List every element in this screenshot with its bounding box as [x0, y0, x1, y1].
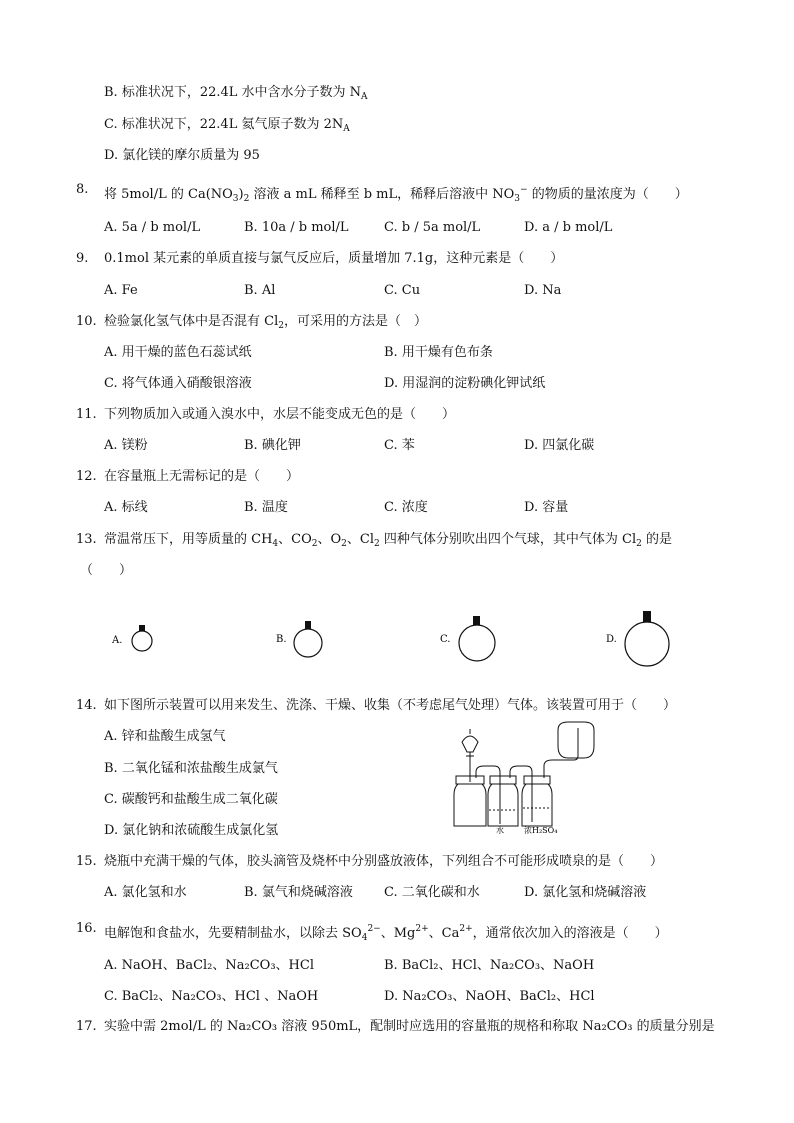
q16-option-a: A. NaOH、BaCl₂、Na₂CO₃、HCl	[104, 958, 314, 973]
q11-option-a: A. 镁粉	[104, 438, 148, 453]
q12-option-b: B. 温度	[244, 500, 288, 515]
q15-number: 15.	[76, 854, 97, 869]
q9-stem: 0.1mol 某元素的单质直接与氯气反应后，质量增加 7.1g，这种元素是（ ）	[104, 251, 564, 266]
q9-option-a: A. Fe	[104, 283, 138, 298]
q16-option-b: B. BaCl₂、HCl、Na₂CO₃、NaOH	[384, 958, 595, 973]
q10-stem: 检验氯化氢气体中是否混有 $Cl_2$，可采用的方法是（ ）	[104, 314, 427, 331]
q11-stem: 下列物质加入或通入溴水中，水层不能变成无色的是（ ）	[104, 407, 456, 422]
q13-number: 13.	[76, 532, 97, 547]
q8-option-c: C. b / 5a mol/L	[384, 220, 481, 235]
q12-option-d: D. 容量	[524, 500, 569, 515]
q13-balloons-figure	[0, 600, 794, 680]
q11-option-b: B. 碘化钾	[244, 438, 301, 453]
q14-number: 14.	[76, 698, 97, 713]
q16-stem: 电解饱和食盐水，先要精制盐水，以除去 $SO_4^{2-}$、$Mg^{2+}$、$Ca^{2+}$，通常依次加入的溶液是（ ）	[104, 924, 668, 943]
q7-option-c: C. 标准状况下，22.4L 氦气原子数为 $2N_A$	[104, 117, 350, 134]
q12-option-c: C. 浓度	[384, 500, 428, 515]
q8-number: 8.	[76, 182, 89, 197]
q16-option-d: D. Na₂CO₃、NaOH、BaCl₂、HCl	[384, 989, 595, 1004]
q14-option-c: C. 碳酸钙和盐酸生成二氧化碳	[104, 792, 278, 807]
q13-stem: 常温常压下，用等质量的 $CH_4$、$CO_2$、$O_2$、$Cl_2$ 四种气体分别吹出四个气球，其中气体为 $Cl_2$ 的是	[104, 532, 672, 549]
q11-number: 11.	[76, 407, 97, 422]
q11-option-d: D. 四氯化碳	[524, 438, 595, 453]
q15-option-b: B. 氯气和烧碱溶液	[244, 885, 353, 900]
q8-stem: 将 5mol/L 的 $Ca(NO_3)_2$ 溶液 a mL 稀释至 b mL，稀释后溶液中 $NO_3^-$ 的物质的量浓度为（ ）	[104, 185, 688, 204]
q12-number: 12.	[76, 469, 97, 484]
q9-option-c: C. Cu	[384, 283, 421, 298]
q9-option-d: D. Na	[524, 283, 562, 298]
q15-option-c: C. 二氧化碳和水	[384, 885, 480, 900]
q7-option-d: D. 氯化镁的摩尔质量为 95	[104, 148, 260, 163]
q8-option-a: A. 5a / b mol/L	[104, 220, 201, 235]
q15-stem: 烧瓶中充满干燥的气体，胶头滴管及烧杯中分别盛放液体，下列组合不可能形成喷泉的是（ ）	[104, 854, 664, 869]
q8-option-b: B. 10a / b mol/L	[244, 220, 349, 235]
q11-option-c: C. 苯	[384, 438, 415, 453]
q10-option-c: C. 将气体通入硝酸银溶液	[104, 376, 252, 391]
q16-number: 16.	[76, 921, 97, 936]
q12-stem: 在容量瓶上无需标记的是（ ）	[104, 469, 300, 484]
water-label: 水	[496, 826, 504, 835]
q14-option-b: B. 二氧化锰和浓盐酸生成氯气	[104, 761, 278, 776]
q14-stem: 如下图所示装置可以用来发生、洗涤、干燥、收集（不考虑尾气处理）气体。该装置可用于（ ）	[104, 698, 677, 713]
balloon-d	[606, 611, 669, 666]
balloon-d-label: D.	[606, 634, 617, 645]
q13-stem-line2: （ ）	[80, 563, 133, 578]
q17-number: 17.	[76, 1019, 97, 1034]
q16-option-c: C. BaCl₂、Na₂CO₃、HCl 、NaOH	[104, 989, 319, 1004]
q17-stem: 实验中需 2mol/L 的 Na₂CO₃ 溶液 950mL，配制时应选用的容量瓶的规格和称取 Na₂CO₃ 的质量分别是	[104, 1019, 715, 1034]
balloon-b	[276, 621, 322, 657]
balloon-c-label: C.	[440, 634, 451, 645]
q10-number: 10.	[76, 314, 97, 329]
q15-option-d: D. 氯化氢和烧碱溶液	[524, 885, 647, 900]
balloon-a-label: A.	[112, 635, 123, 646]
q12-option-a: A. 标线	[104, 500, 148, 515]
balloon-a	[111, 625, 152, 651]
q14-apparatus-figure	[440, 720, 600, 838]
balloon-c	[440, 616, 495, 661]
q15-option-a: A. 氯化氢和水	[104, 885, 187, 900]
q14-option-d: D. 氯化钠和浓硫酸生成氯化氢	[104, 823, 279, 838]
q10-option-d: D. 用湿润的淀粉碘化钾试纸	[384, 376, 546, 391]
q10-option-a: A. 用干燥的蓝色石蕊试纸	[104, 345, 252, 360]
acid-label: 浓H₂SO₄	[524, 826, 558, 835]
q8-option-d: D. a / b mol/L	[524, 220, 613, 235]
q9-option-b: B. Al	[244, 283, 276, 298]
q7-option-b: B. 标准状况下，22.4L 水中含水分子数为 $N_A$	[104, 85, 368, 102]
q10-option-b: B. 用干燥有色布条	[384, 345, 493, 360]
q9-number: 9.	[76, 251, 89, 266]
q14-option-a: A. 锌和盐酸生成氢气	[104, 729, 226, 744]
balloon-b-label: B.	[276, 634, 287, 645]
